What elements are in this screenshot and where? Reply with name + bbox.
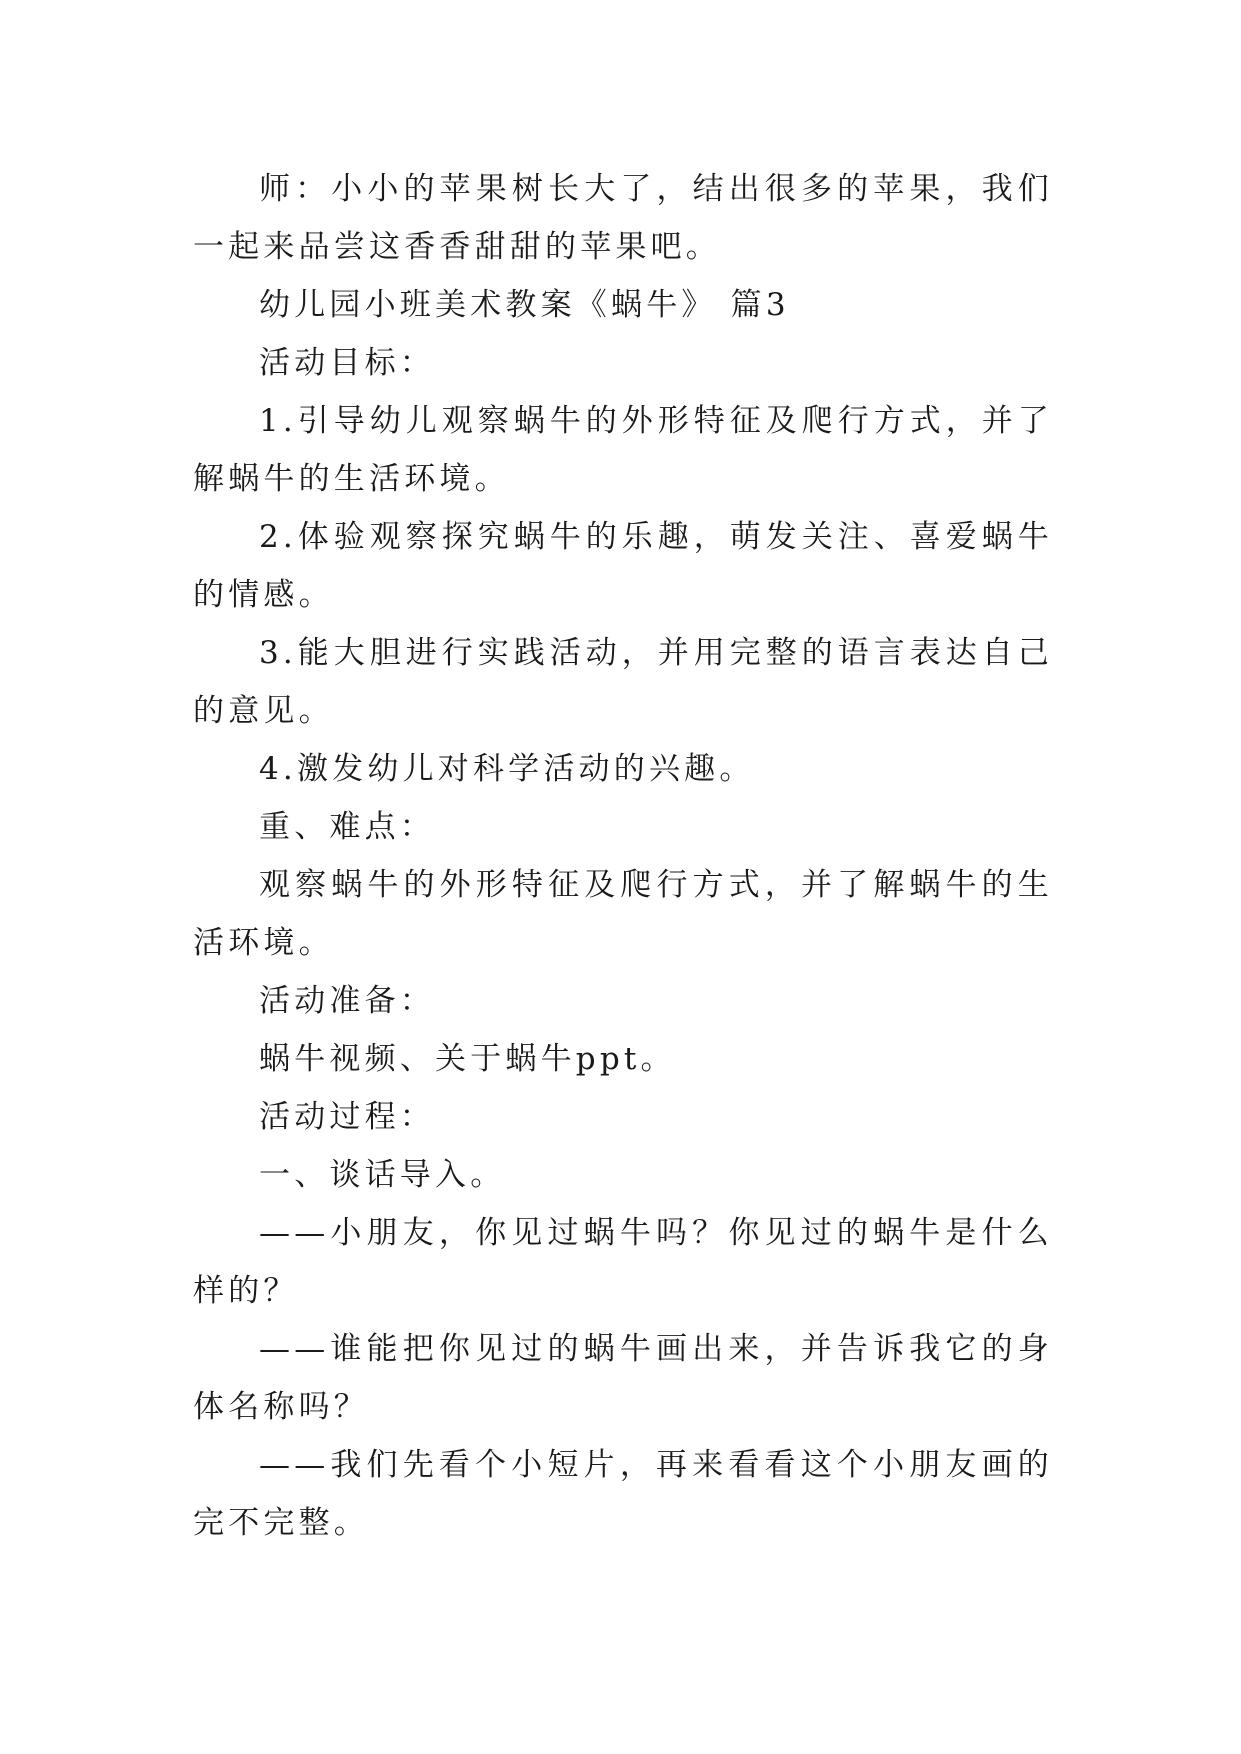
heading-preparation: 活动准备： bbox=[259, 983, 435, 1019]
heading-activity-goals: 活动目标： bbox=[259, 345, 435, 381]
goal-item-4: 4.激发幼儿对科学活动的兴趣。 bbox=[259, 751, 755, 787]
heading-process: 活动过程： bbox=[259, 1099, 435, 1135]
preparation-text: 蜗牛视频、关于蜗牛ppt。 bbox=[259, 1041, 676, 1077]
key-points-text: 观察蜗牛的外形特征及爬行方式，并了解蜗牛的生活环境。 bbox=[193, 867, 1053, 961]
goal-item-1: 1.引导幼儿观察蜗牛的外形特征及爬行方式，并了解蜗牛的生活环境。 bbox=[193, 403, 1053, 497]
paragraph-teacher-line: 师：小小的苹果树长大了，结出很多的苹果，我们一起来品尝这香香甜甜的苹果吧。 bbox=[193, 171, 1053, 265]
dialogue-line-1: ——小朋友，你见过蜗牛吗？你见过的蜗牛是什么样的？ bbox=[193, 1215, 1053, 1309]
dialogue-line-2: ——谁能把你见过的蜗牛画出来，并告诉我它的身体名称吗？ bbox=[193, 1331, 1053, 1425]
document-body bbox=[193, 160, 1053, 1552]
dialogue-line-3: ——我们先看个小短片，再来看看这个小朋友画的完不完整。 bbox=[193, 1447, 1053, 1541]
goal-item-2: 2.体验观察探究蜗牛的乐趣，萌发关注、喜爱蜗牛的情感。 bbox=[193, 519, 1053, 613]
process-step-1: 一、谈话导入。 bbox=[259, 1157, 506, 1193]
heading-key-points: 重、难点： bbox=[259, 809, 435, 845]
goal-item-3: 3.能大胆进行实践活动，并用完整的语言表达自己的意见。 bbox=[193, 635, 1053, 729]
section-title: 幼儿园小班美术教案《蜗牛》 篇3 bbox=[259, 287, 790, 323]
